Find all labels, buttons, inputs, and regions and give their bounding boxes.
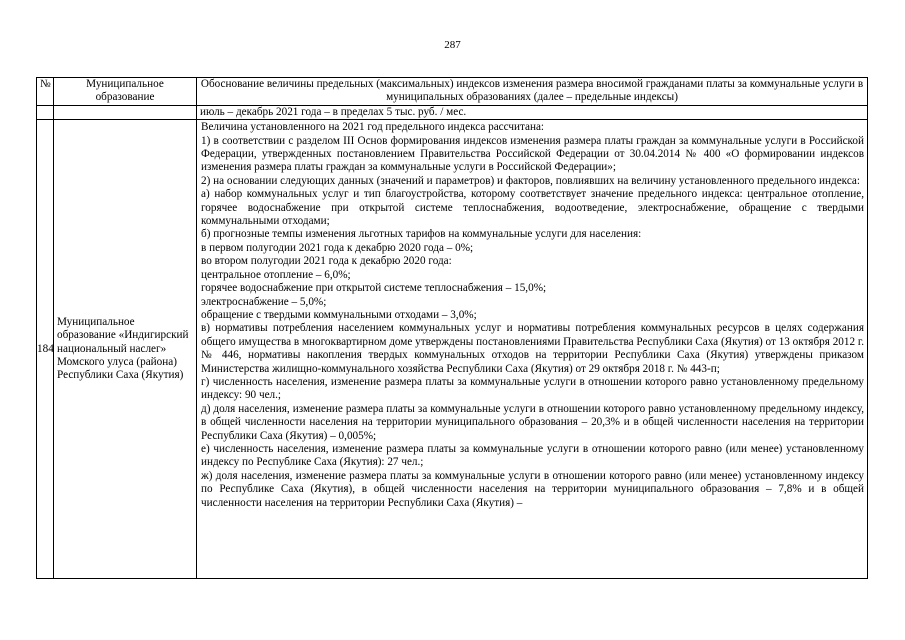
header-municipality: Муниципальное образование	[54, 78, 197, 106]
prev-row-municipality-cell	[54, 105, 197, 119]
row-justification	[197, 120, 868, 579]
page-number: 287	[444, 39, 461, 51]
table-header-row	[37, 78, 868, 106]
justification-paragraph: горячее водоснабжение при открытой системе теплоснабжения – 15,0%;	[201, 282, 547, 295]
justification-paragraph: 1) в соответствии с разделом III Основ формирования индексов изменения размера платы граждан за коммунальные услуги в Российской Федерации, утвержденных постановлением Правительства Российской Федерации от 30.04.2014 № 400 «О формировании индексов изменения размера платы граждан за коммунальные услуги в Российской Федерации»;	[201, 134, 864, 174]
justification-paragraph: б) прогнозные темпы изменения льготных тарифов на коммунальные услуги для населения:	[201, 228, 642, 241]
justification-paragraph: в первом полугодии 2021 года к декабрю 2020 года – 0%;	[201, 241, 474, 254]
justification-paragraph: а) набор коммунальных услуг и тип благоустройства, которому соответствует значение предельного индекса: центральное отопление, горячее водоснабжение при открытой системе теплоснабжения, водоотведение, электроснабжение, обращение с твердыми коммунальными отходами;	[201, 188, 864, 228]
row-municipality: Муниципальное образование «Индигирский национальный наслег» Момского улуса (района) Республики Саха (Якутия)	[54, 120, 197, 579]
justification-paragraph: в) нормативы потребления населением коммунальных услуг и нормативы потребления коммунальных ресурсов в целях содержания общего имущества в многоквартирном доме утверждены постановлениями Правительства Республики Саха (Якутия) от 13 октября 2012 г. № 446, нормативы накопления твердых коммунальных отходов на территории Республики Саха (Якутия) утверждены приказом Министерства жилищно-коммунального хозяйства Республики Саха (Якутия) от 29 октября 2018 г. № 443-п;	[201, 322, 864, 375]
prev-row-text: июль – декабрь 2021 года – в пределах 5 тыс. руб. / мес.	[197, 105, 868, 119]
justification-paragraph: г) численность населения, изменение размера платы за коммунальные услуги в отношении которого равно установленному предельному индексу: 90 чел.;	[201, 375, 864, 402]
header-justification: Обоснование величины предельных (максимальных) индексов изменения размера вносимой гражданами платы за коммунальные услуги в муниципальных образованиях (далее – предельные индексы)	[197, 78, 868, 106]
justification-paragraph: 2) на основании следующих данных (значений и параметров) и факторов, повлиявших на величину установленного предельного индекса:	[201, 174, 860, 187]
indices-table	[36, 77, 868, 579]
justification-paragraph: обращение с твердыми коммунальными отходами – 3,0%;	[201, 308, 477, 321]
justification-paragraph: электроснабжение – 5,0%;	[201, 295, 327, 308]
table-row-previous-continuation	[37, 105, 868, 119]
prev-row-num-cell	[37, 105, 54, 119]
justification-paragraph: Величина установленного на 2021 год предельного индекса рассчитана:	[201, 121, 545, 134]
justification-paragraph: д) доля населения, изменение размера платы за коммунальные услуги в отношении которого равно установленному предельному индексу, в общей численности населения на территории муниципального образования – 20,3% и в общей численности населения на территории Республики Саха (Якутия) – 0,005%;	[201, 402, 864, 442]
row-number: 184	[37, 120, 54, 579]
table-row	[37, 120, 868, 579]
justification-paragraph: ж) доля населения, изменение размера платы за коммунальные услуги в отношении которого равно (или менее) установленному индексу по Республике Саха (Якутия), в общей численности населения на территории муниципального образования – 7,8% и в общей численности населения на территории Республики Саха (Якутия) –	[201, 469, 864, 509]
justification-paragraphs	[201, 121, 864, 578]
justification-paragraph: во втором полугодии 2021 года к декабрю 2020 года:	[201, 255, 452, 268]
justification-paragraph: е) численность населения, изменение размера платы за коммунальные услуги в отношении которого равно (или менее) установленному индексу по Республике Саха (Якутия): 27 чел.;	[201, 442, 864, 469]
header-num: №	[37, 78, 54, 106]
justification-paragraph: центральное отопление – 6,0%;	[201, 268, 351, 281]
